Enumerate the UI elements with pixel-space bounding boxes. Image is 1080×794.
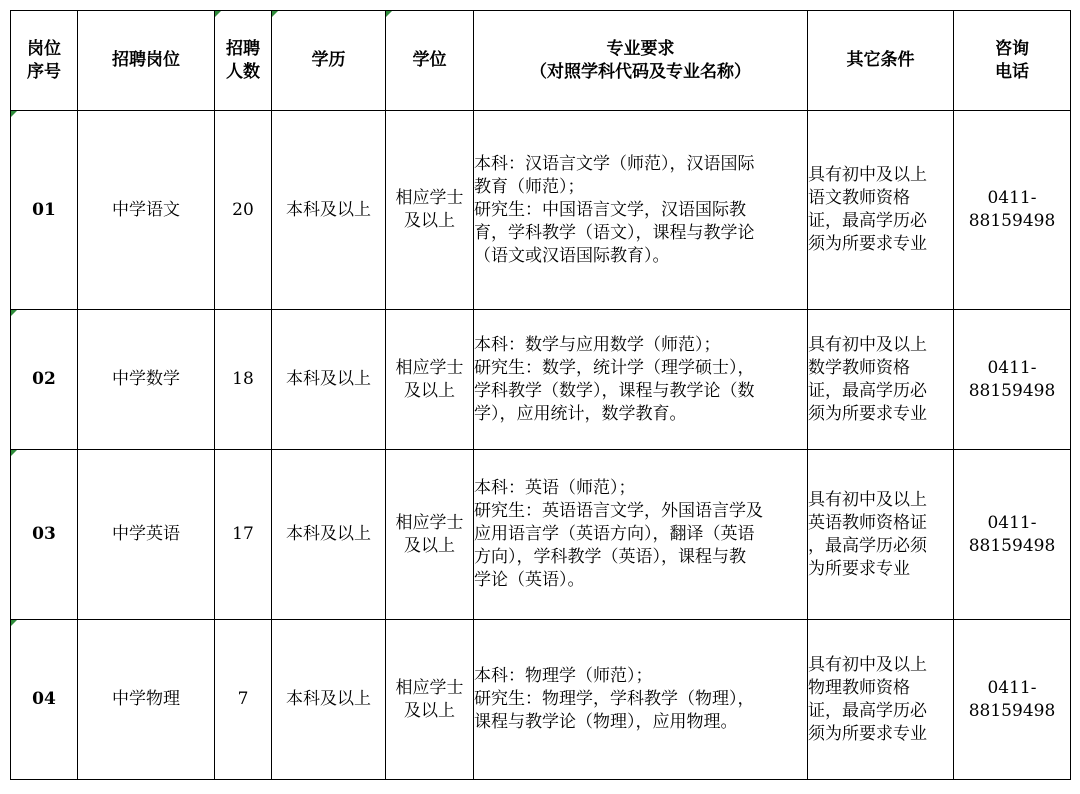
row-education: 本科及以上 — [272, 450, 386, 620]
row-seq: 02 — [11, 310, 78, 450]
row-other: 具有初中及以上 数学教师资格 证，最高学历必 须为所要求专业 — [808, 310, 954, 450]
header-major: 专业要求 （对照学科代码及专业名称） — [474, 11, 808, 111]
header-phone: 咨询 电话 — [954, 11, 1071, 111]
header-position: 招聘岗位 — [78, 11, 215, 111]
table-row — [11, 111, 1071, 310]
row-degree: 相应学士 及以上 — [386, 450, 474, 620]
row-major: 本科：英语（师范）； 研究生：英语语言文学，外国语言学及 应用语言学（英语方向），翻译（英语 方向），学科教学（英语），课程与教 学论（英语）。 — [474, 450, 808, 620]
row-education: 本科及以上 — [272, 310, 386, 450]
table-row — [11, 620, 1071, 780]
row-major: 本科：数学与应用数学（师范）； 研究生：数学，统计学（理学硕士）， 学科教学（数学），课程与教学论（数 学），应用统计，数学教育。 — [474, 310, 808, 450]
row-position: 中学数学 — [78, 310, 215, 450]
row-other: 具有初中及以上 语文教师资格 证，最高学历必 须为所要求专业 — [808, 111, 954, 310]
row-count: 20 — [215, 111, 272, 310]
row-phone: 0411- 88159498 — [954, 450, 1071, 620]
header-education: 学历 — [272, 11, 386, 111]
row-degree: 相应学士 及以上 — [386, 620, 474, 780]
table-row — [11, 450, 1071, 620]
row-seq: 01 — [11, 111, 78, 310]
row-education: 本科及以上 — [272, 620, 386, 780]
cell-marker — [11, 620, 17, 626]
header-row — [11, 11, 1071, 111]
row-degree: 相应学士 及以上 — [386, 111, 474, 310]
cell-marker — [386, 11, 392, 17]
row-phone: 0411- 88159498 — [954, 310, 1071, 450]
row-position: 中学物理 — [78, 620, 215, 780]
cell-marker — [11, 111, 17, 117]
header-other: 其它条件 — [808, 11, 954, 111]
row-position: 中学语文 — [78, 111, 215, 310]
row-position: 中学英语 — [78, 450, 215, 620]
row-count: 18 — [215, 310, 272, 450]
header-seq: 岗位 序号 — [11, 11, 78, 111]
row-count: 17 — [215, 450, 272, 620]
cell-marker — [215, 11, 221, 17]
cell-marker — [11, 450, 17, 456]
row-seq: 04 — [11, 620, 78, 780]
cell-marker — [272, 11, 278, 17]
row-seq: 03 — [11, 450, 78, 620]
recruitment-table — [10, 10, 1071, 780]
table-row — [11, 310, 1071, 450]
row-major: 本科：物理学（师范）； 研究生：物理学，学科教学（物理）， 课程与教学论（物理），应用物理。 — [474, 620, 808, 780]
row-education: 本科及以上 — [272, 111, 386, 310]
header-degree: 学位 — [386, 11, 474, 111]
row-phone: 0411- 88159498 — [954, 111, 1071, 310]
row-count: 7 — [215, 620, 272, 780]
row-degree: 相应学士 及以上 — [386, 310, 474, 450]
row-other: 具有初中及以上 物理教师资格 证，最高学历必 须为所要求专业 — [808, 620, 954, 780]
header-count: 招聘 人数 — [215, 11, 272, 111]
row-phone: 0411- 88159498 — [954, 620, 1071, 780]
row-major: 本科：汉语言文学（师范），汉语国际 教育（师范）； 研究生：中国语言文学，汉语国际教 育，学科教学（语文），课程与教学论 （语文或汉语国际教育）。 — [474, 111, 808, 310]
row-other: 具有初中及以上 英语教师资格证 ，最高学历必须 为所要求专业 — [808, 450, 954, 620]
cell-marker — [11, 310, 17, 316]
